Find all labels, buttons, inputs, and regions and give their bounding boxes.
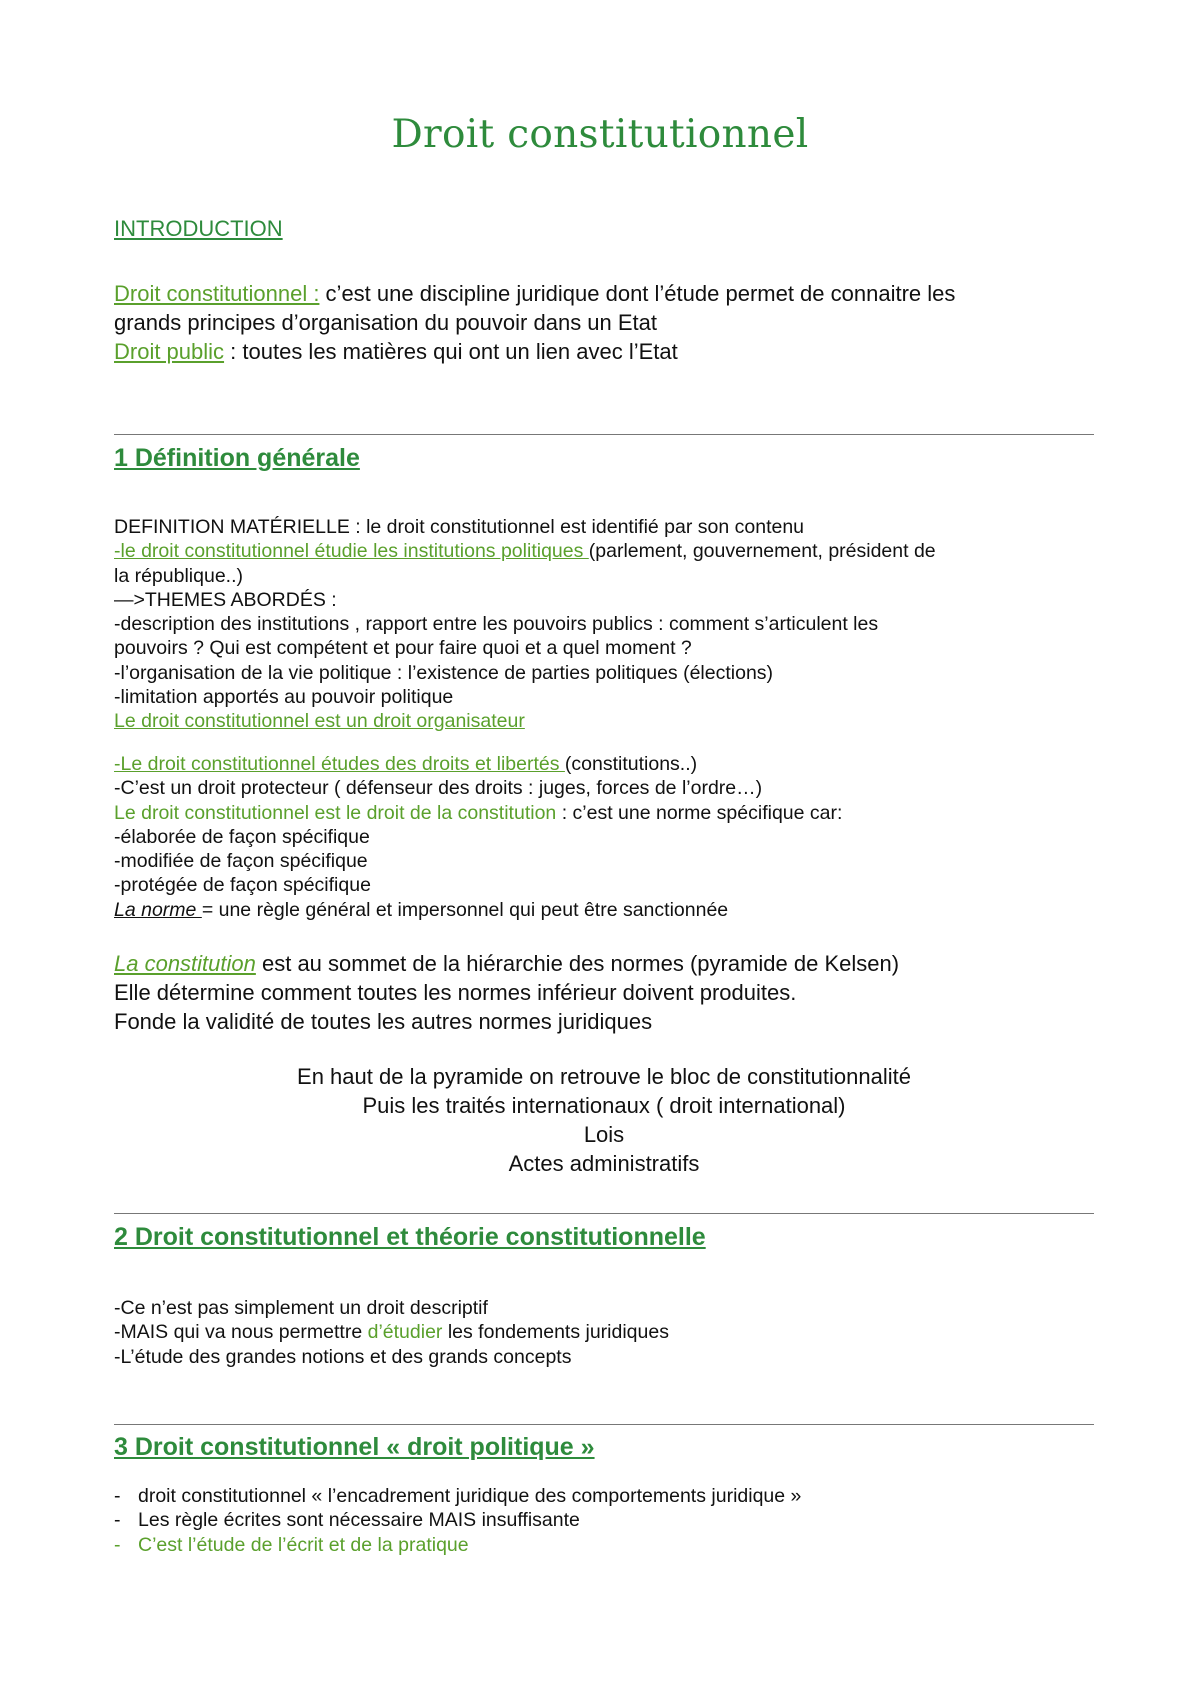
list-item-text: C’est l’étude de l’écrit et de la pratique xyxy=(138,1533,469,1556)
definition-text: c’est une discipline juridique dont l’étude permet de connaitre les xyxy=(319,281,956,306)
intro-heading: INTRODUCTION xyxy=(114,216,283,241)
pyramid-level: Puis les traités internationaux ( droit international) xyxy=(362,1093,846,1118)
pyramid-list xyxy=(114,1062,1094,1178)
section-1-heading: 1 Définition générale xyxy=(114,444,360,472)
section-3-heading: 3 Droit constitutionnel « droit politique » xyxy=(114,1433,595,1461)
definition-term: La norme xyxy=(114,898,202,921)
highlight-text: -Le droit constitutionnel études des droits et libertés xyxy=(114,753,565,775)
text-line: la république..) xyxy=(114,564,243,587)
list-item xyxy=(114,1508,801,1532)
section-3-list xyxy=(114,1484,801,1557)
text-line: pouvoirs ? Qui est compétent et pour faire quoi et a quel moment ? xyxy=(114,637,692,660)
list-item-text: Les règle écrites sont nécessaire MAIS insuffisante xyxy=(138,1509,580,1532)
definition-term: La constitution xyxy=(114,951,256,976)
text-line: Elle détermine comment toutes les normes inférieur doivent produites. xyxy=(114,980,797,1005)
list-item xyxy=(114,1533,801,1557)
list-item xyxy=(114,1484,801,1508)
plain-text: : c’est une norme spécifique car: xyxy=(561,801,843,824)
highlight-text: d’étudier xyxy=(367,1321,443,1344)
pyramid-level: En haut de la pyramide on retrouve le bloc de constitutionnalité xyxy=(297,1064,911,1089)
definition-term: Droit public xyxy=(114,339,225,364)
definition-term: Droit constitutionnel : xyxy=(114,281,320,306)
dash-bullet: - xyxy=(114,1509,121,1532)
section-2-content xyxy=(114,1296,669,1369)
page-title: Droit constitutionnel xyxy=(391,112,809,157)
intro-definitions xyxy=(114,279,1094,366)
highlight-text: -le droit constitutionnel étudie les institutions politiques xyxy=(114,540,589,563)
text-line xyxy=(114,752,1094,776)
section-1-constitution xyxy=(114,949,1094,1036)
section-1-content xyxy=(114,515,1094,734)
dash-bullet: - xyxy=(114,1533,121,1556)
text-line: -Ce n’est pas simplement un droit descriptif xyxy=(114,1297,488,1319)
text-line xyxy=(114,539,1094,563)
section-divider xyxy=(114,434,1094,435)
text-line: -L’étude des grandes notions et des grands concepts xyxy=(114,1345,572,1368)
text-line xyxy=(114,898,1094,922)
highlight-text: Le droit constitutionnel est le droit de la constitution xyxy=(114,801,562,824)
text-line xyxy=(114,949,1094,978)
text-line: DEFINITION MATÉRIELLE : le droit constitutionnel est identifié par son contenu xyxy=(114,516,805,538)
text-line xyxy=(114,801,1094,825)
plain-text: = une règle général et impersonnel qui peut être sanctionnée xyxy=(201,898,729,921)
section-1-rights xyxy=(114,752,1094,922)
definition-text: : toutes les matières qui ont un lien avec l’Etat xyxy=(224,339,678,364)
plain-text: (constitutions..) xyxy=(564,753,698,775)
definition-line xyxy=(114,279,1094,308)
highlight-text: Le droit constitutionnel est un droit organisateur xyxy=(114,710,525,733)
text-line: -modifiée de façon spécifique xyxy=(114,850,368,873)
text-line: Fonde la validité de toutes les autres normes juridiques xyxy=(114,1009,653,1034)
text-line: -C’est un droit protecteur ( défenseur des droits : juges, forces de l’ordre…) xyxy=(114,777,763,800)
section-divider xyxy=(114,1213,1094,1214)
pyramid-level: Lois xyxy=(583,1122,625,1147)
definition-line: grands principes d’organisation du pouvoir dans un Etat xyxy=(114,310,658,335)
text-line: —>THEMES ABORDÉS : xyxy=(114,588,337,611)
pyramid-level: Actes administratifs xyxy=(508,1151,700,1176)
dash-bullet: - xyxy=(114,1485,121,1507)
section-divider xyxy=(114,1424,1094,1425)
text-line: -l’organisation de la vie politique : l’existence de parties politiques (élections) xyxy=(114,661,774,684)
list-item-text: droit constitutionnel « l’encadrement juridique des comportements juridique » xyxy=(138,1485,802,1507)
plain-text: les fondements juridiques xyxy=(442,1321,669,1344)
text-line: -élaborée de façon spécifique xyxy=(114,825,370,848)
definition-line xyxy=(114,337,1094,366)
section-2-heading: 2 Droit constitutionnel et théorie constitutionnelle xyxy=(114,1223,706,1251)
plain-text: -MAIS qui va nous permettre xyxy=(114,1321,368,1344)
plain-text: (parlement, gouvernement, président de xyxy=(588,540,936,563)
text-line: -description des institutions , rapport entre les pouvoirs publics : comment s’articulent les xyxy=(114,613,879,636)
text-line: -protégée de façon spécifique xyxy=(114,874,371,897)
text-line xyxy=(114,1320,669,1344)
plain-text: est au sommet de la hiérarchie des normes (pyramide de Kelsen) xyxy=(255,951,900,976)
text-line: -limitation apportés au pouvoir politique xyxy=(114,686,454,709)
